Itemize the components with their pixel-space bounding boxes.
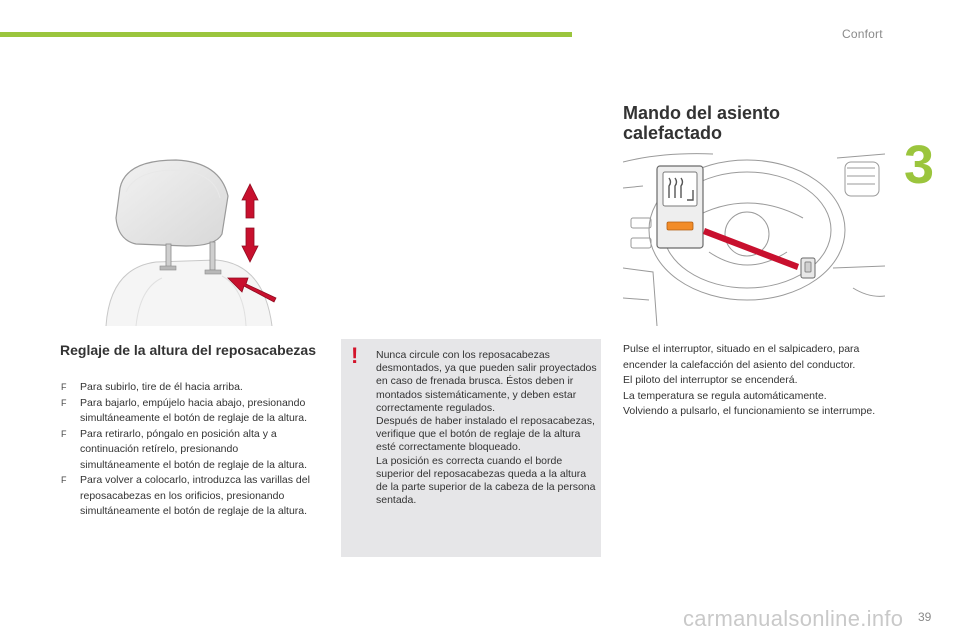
section-name: Confort — [842, 27, 883, 41]
bullet-marker: F — [61, 382, 67, 392]
seat-heating-description — [623, 342, 885, 420]
warning-icon: ! — [351, 343, 359, 368]
warning-paragraph: La posición es correcta cuando el borde superior del reposacabezas queda a la altura de la parte superior de la cabeza de la persona sentada. — [376, 454, 596, 507]
bullet-marker: F — [61, 428, 67, 439]
list-item: F Para subirlo, tire de él hacia arriba. — [60, 380, 318, 396]
seat-heating-paragraph: Volviendo a pulsarlo, el funcionamiento se interrumpe. — [623, 405, 876, 417]
seat-heating-paragraph: Pulse el interruptor, situado en el salpicadero, para encender la calefacción del asiento del conductor. — [623, 343, 860, 371]
headrest-title: Reglaje de la altura del reposacabezas — [60, 342, 317, 358]
warning-text — [376, 349, 598, 507]
headrest-illustration — [96, 148, 286, 326]
warning-paragraph: Después de haber instalado el reposacabezas, verifique que el botón de reglaje de la altura esté correctamente bloqueado. — [376, 415, 595, 454]
bullet-marker: F — [61, 475, 67, 485]
list-item: F Para bajarlo, empújelo hacia abajo, presionando simultáneamente el botón de reglaje de la altura. — [61, 396, 308, 424]
seat-heating-paragraph: La temperatura se regula automáticamente. — [623, 389, 827, 402]
bullet-marker: F — [61, 397, 67, 408]
chapter-number: 3 — [904, 135, 935, 195]
warning-box — [341, 339, 601, 557]
list-item: F Para volver a colocarlo, introduzca las varillas del reposacabezas en los orificios, presionando simultáneamente el botón de reglaje de la altura. — [61, 474, 310, 517]
watermark: carmanualsonline.info — [683, 606, 904, 631]
dashboard-illustration — [623, 148, 885, 326]
list-item: F Para retirarlo, póngalo en posición alta y a continuación retírelo, presionando simultáneamente el botón de reglaje de la altura. — [61, 427, 308, 471]
headrest-instructions — [60, 380, 318, 520]
header-accent-bar — [0, 32, 572, 37]
warning-paragraph: Nunca circule con los reposacabezas desmontados, ya que pueden salir proyectados en caso de frenada brusca. Éstos deben ir montados sistemáticamente, y deben estar correctamente regulados. — [376, 349, 597, 414]
seat-heating-title: Mando del asiento calefactado — [623, 103, 781, 143]
seat-heating-paragraph: El piloto del interruptor se encenderá. — [623, 374, 798, 386]
page-number: 39 — [918, 610, 932, 624]
